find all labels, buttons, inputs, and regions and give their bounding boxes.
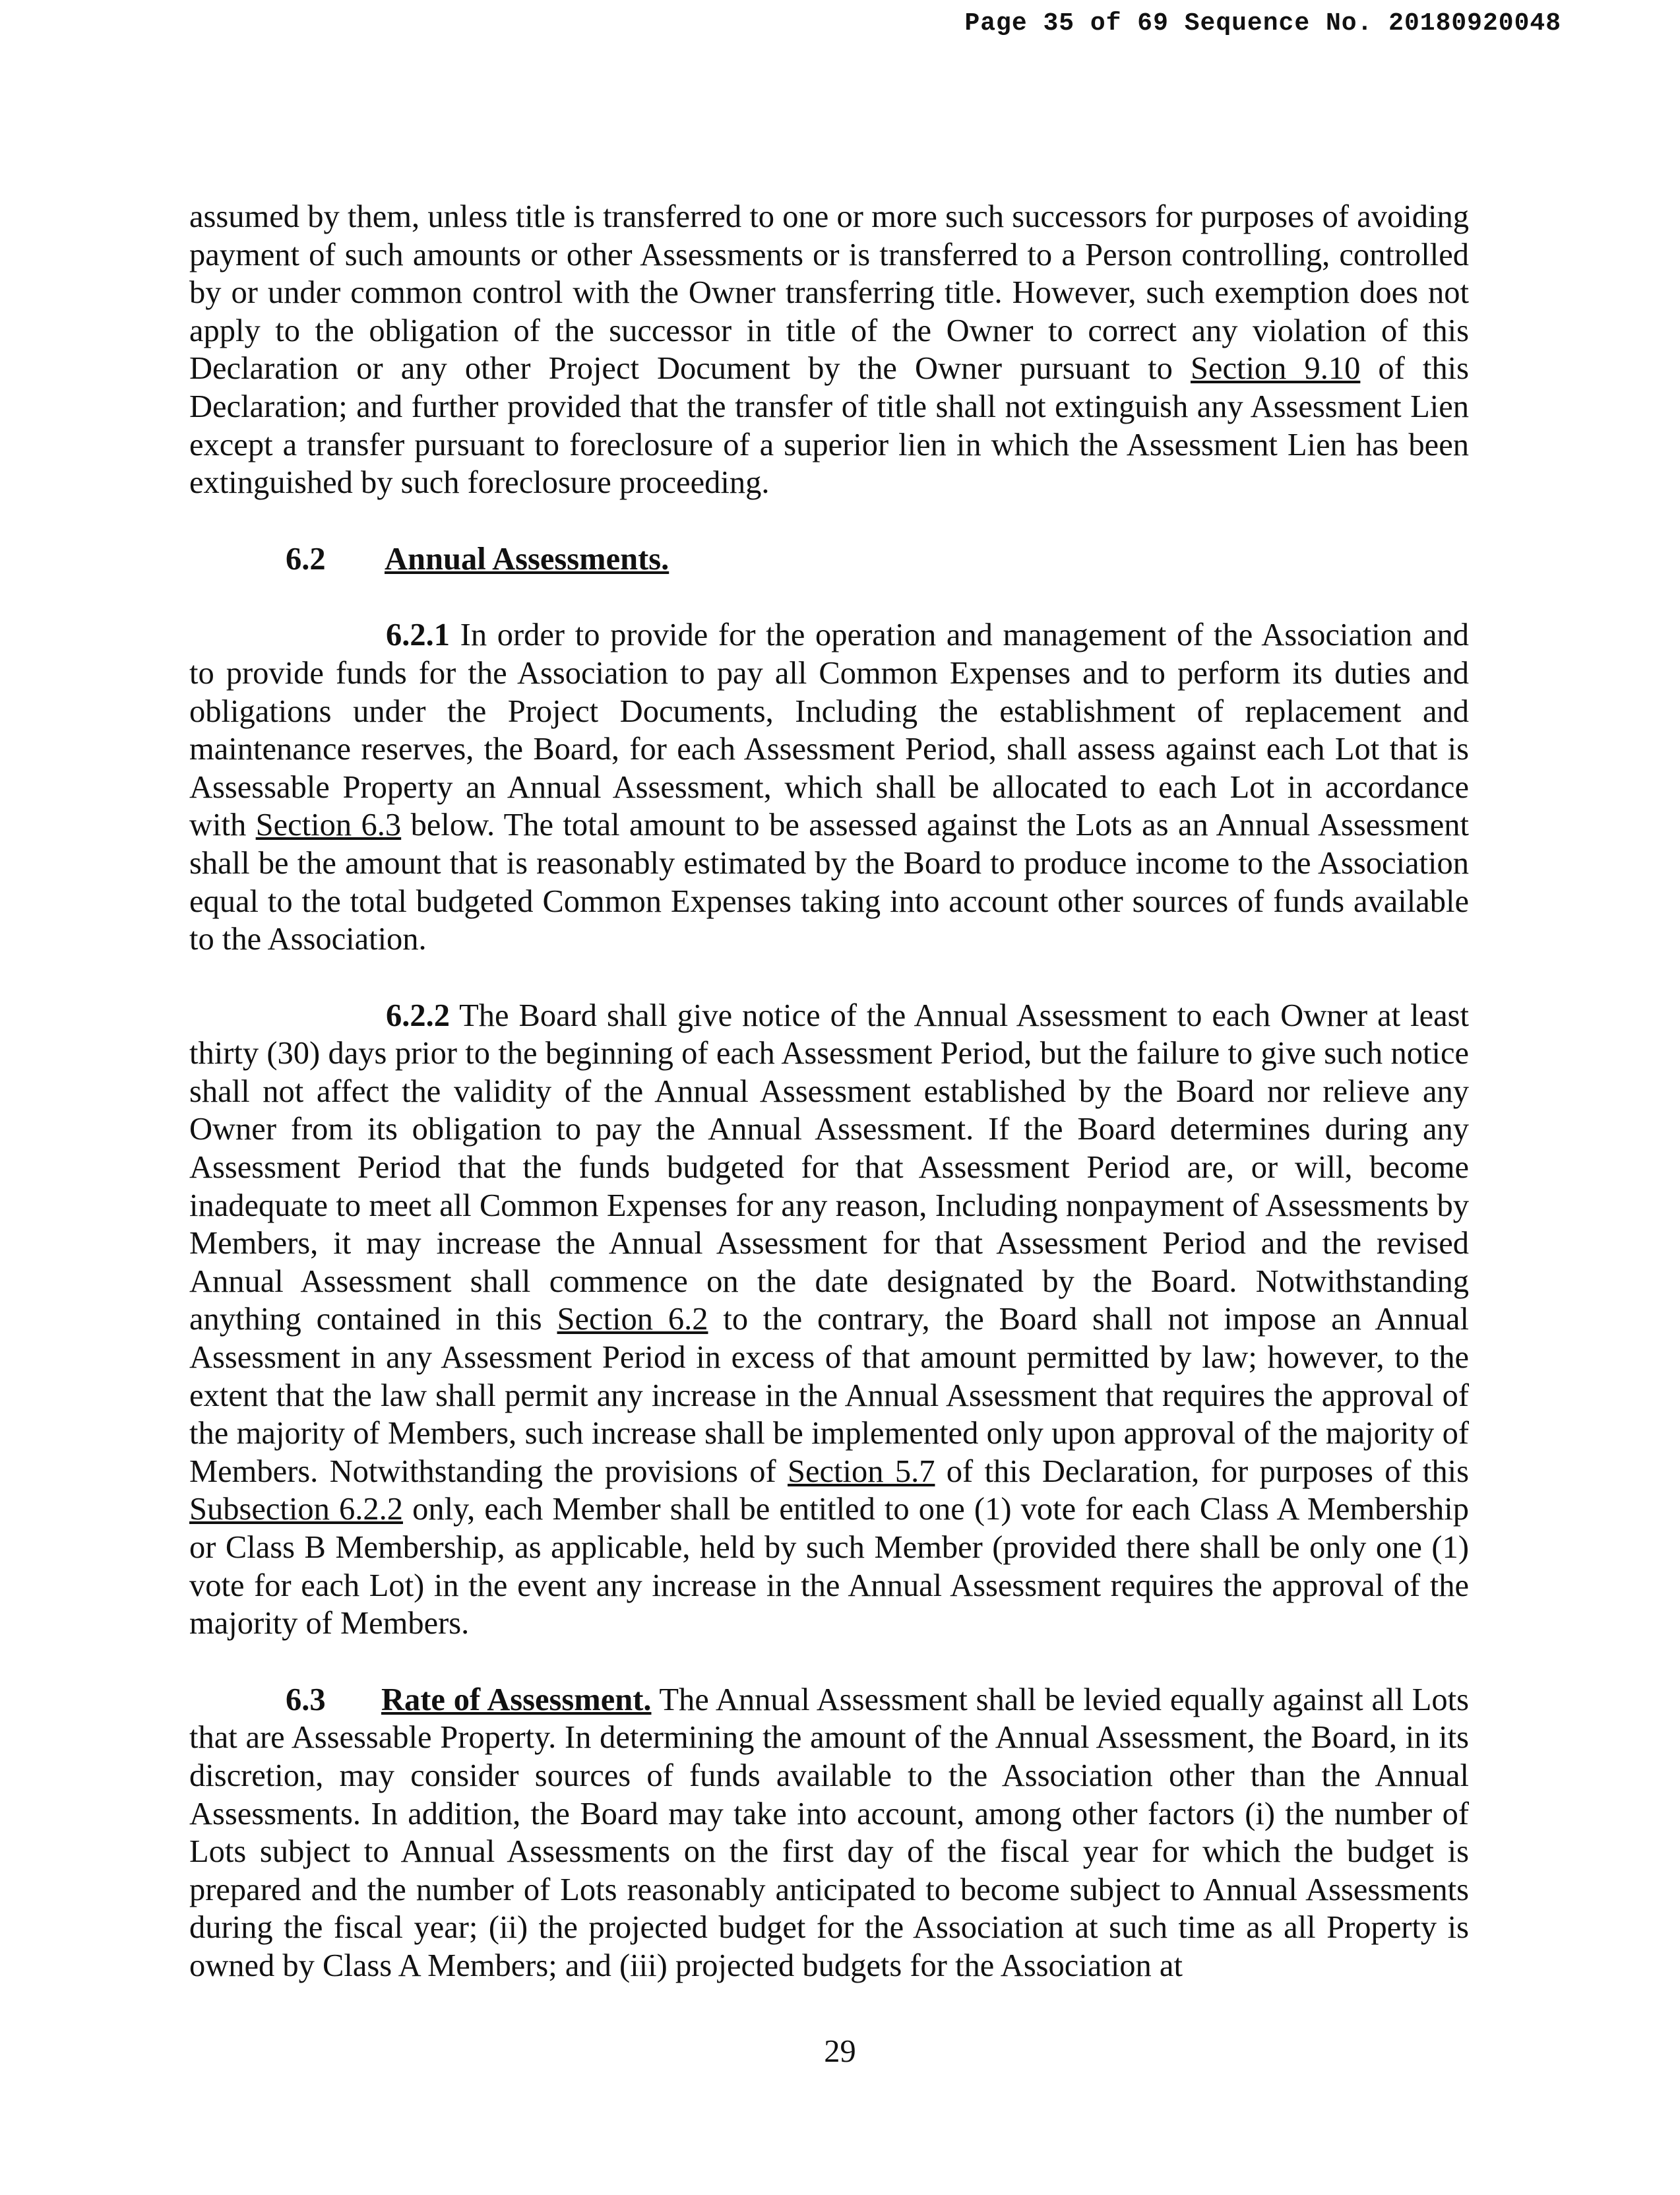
paragraph-text: below. The total amount to be assessed against the Lots as an Annual Assessment shall be the amount that is reasonably estimated by the Board to produce income to the Association equal to the total budgeted Common Expenses taking into account other sources of funds available to the Association.: [189, 808, 1469, 957]
section-heading-6-2: [189, 540, 1469, 579]
section-reference: Section 9.10: [1190, 351, 1361, 387]
paragraph-text: The Annual Assessment shall be levied equally against all Lots that are Assessable Property. In determining the amount of the Annual Assessment, the Board, in its discretion, may consider sources of funds available to the Association other than the Annual Assessments. In addition, the Board may take into account, among other factors (i) the number of Lots subject to Annual Assessments on the first day of the fiscal year for which the budget is prepared and the number of Lots reasonably anticipated to become subject to Annual Assessments during the fiscal year; (ii) the projected budget for the Association at such time as all Property is owned by Class A Members; and (iii) projected budgets for the Association at: [189, 1682, 1470, 1983]
paragraph-text: to the contrary, the Board shall not impose an Annual Assessment in any Assessment Period in excess of that amount permitted by law; however, to the extent that the law shall permit any increase in the Annual Assessment that requires the approval of the majority of Members, such increase shall be implemented only upon approval of the majority of Members. Notwithstanding the provisions of: [189, 1302, 1469, 1489]
section-reference: Section 6.3: [255, 808, 402, 843]
section-number: 6.2: [286, 541, 326, 577]
section-reference: Section 5.7: [788, 1453, 935, 1489]
section-title: Rate of Assessment.: [381, 1682, 652, 1717]
document-body: [189, 198, 1469, 2023]
paragraph-text: The Board shall give notice of the Annual Assessment to each Owner at least thirty (30) days prior to the beginning of each Assessment Period, but the failure to give such notice shall not affect the validity of the Annual Assessment established by the Board nor relieve any Owner from its obligation to pay the Annual Assessment. If the Board determines during any Assessment Period that the funds budgeted for that Assessment Period are, or will, become inadequate to meet all Common Expenses for any reason, Including nonpayment of Assessments by Members, it may increase the Annual Assessment for that Assessment Period and the revised Annual Assessment shall commence on the date designated by the Board. Notwithstanding anything contained in this: [189, 998, 1469, 1337]
section-number: 6.3: [286, 1682, 326, 1717]
continued-paragraph: [189, 198, 1469, 502]
subsection-6-2-2: [189, 997, 1469, 1643]
paragraph-text: only, each Member shall be entitled to one (1) vote for each Class A Membership or Class B Membership, as applicable, held by such Member (provided there shall be only one (1) vote for each Lot) in the event any increase in the Annual Assessment requires the approval of the majority of Members.: [189, 1492, 1469, 1641]
paragraph-text: of this Declaration, for purposes of this: [935, 1453, 1469, 1489]
page-sequence-header: Page 35 of 69 Sequence No. 20180920048: [964, 9, 1561, 38]
section-reference: Section 6.2: [557, 1302, 708, 1337]
section-reference: Subsection 6.2.2: [189, 1492, 403, 1527]
subsection-number: 6.2.1: [386, 618, 450, 653]
section-6-3: [189, 1681, 1469, 1985]
paragraph-text: assumed by them, unless title is transferred to one or more such successors for purposes of avoiding payment of such amounts or other Assessments or is transferred to a Person controlling, controlled by or under common control with the Owner transferring title. However, such exemption does not apply to the obligation of the successor in title of the Owner to correct any violation of this Declaration or any other Project Document by the Owner pursuant to: [189, 199, 1469, 387]
subsection-6-2-1: [189, 616, 1469, 958]
page-number: 29: [824, 2034, 856, 2069]
section-title: Annual Assessments.: [385, 541, 669, 577]
paragraph-text: of this Declaration; and further provided that the transfer of title shall not extinguish any Assessment Lien except a transfer pursuant to foreclosure of a superior lien in which the Assessment Lien has been extinguished by such foreclosure proceeding.: [189, 351, 1469, 501]
subsection-number: 6.2.2: [386, 998, 450, 1033]
paragraph-text: In order to provide for the operation and management of the Association and to provide funds for the Association to pay all Common Expenses and to perform its duties and obligations under the Project Documents, Including the establishment of replacement and maintenance reserves, the Board, for each Assessment Period, shall assess against each Lot that is Assessable Property an Annual Assessment, which shall be allocated to each Lot in accordance with: [189, 618, 1469, 843]
